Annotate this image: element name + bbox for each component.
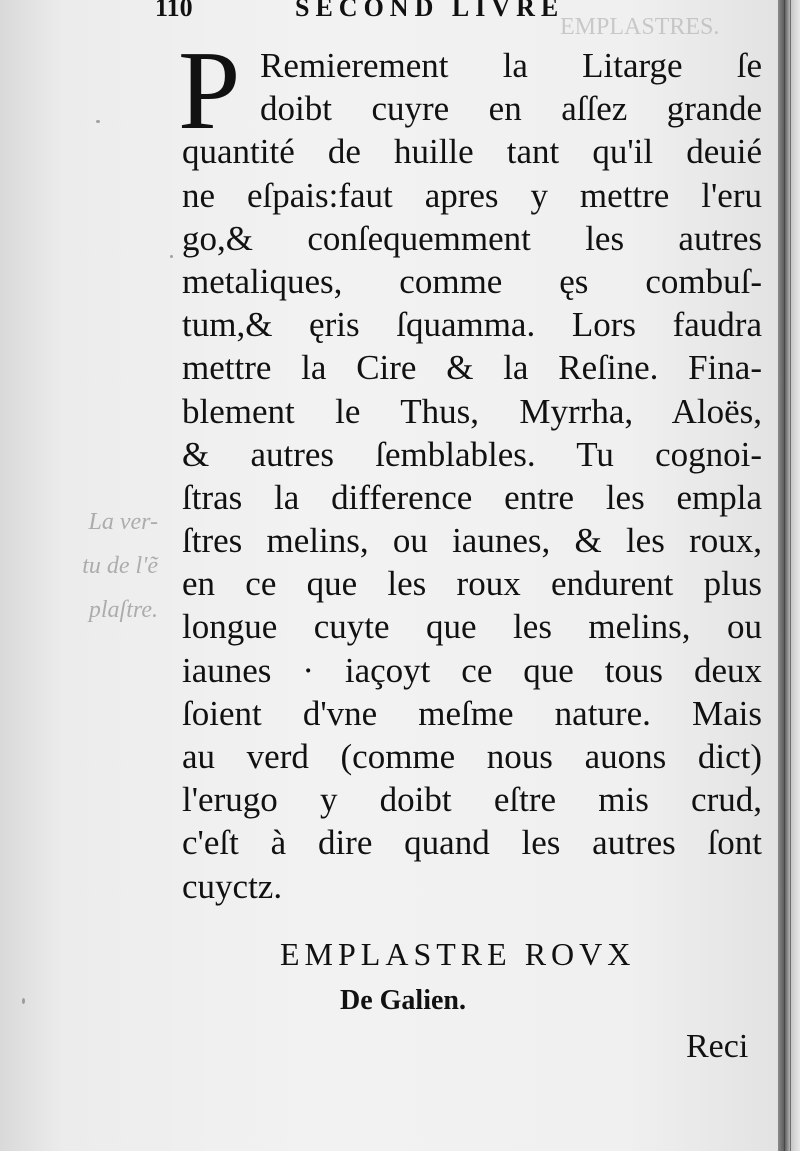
ink-speck	[22, 998, 25, 1004]
show-through-text: EMPLASTRES.	[560, 14, 720, 40]
text-line: c'eſt à dire quand les autres ſont	[182, 823, 762, 863]
section-heading: EMPLASTRE ROVX	[280, 936, 636, 972]
text-line: Remierement la Litarge ſe	[260, 46, 762, 85]
text-line: blement le Thus, Myrrha, Aloës,	[182, 391, 762, 431]
main-paragraph	[178, 29, 762, 908]
text-line: ſtras la difference entre les empla	[182, 477, 762, 517]
text-line: metaliques, comme ęs combuſ-	[182, 261, 762, 301]
catchword: Reci	[686, 1028, 749, 1065]
text-line: tum,& ęris ſquamma. Lors faudra	[182, 305, 762, 345]
text-line: ſoient d'vne meſme nature. Mais	[182, 693, 762, 733]
text-line: & autres ſemblables. Tu cognoi-	[182, 434, 762, 474]
book-gutter	[778, 0, 800, 1151]
ink-speck	[170, 255, 173, 258]
margin-note-line: plaſtre.	[88, 597, 158, 623]
ink-speck	[96, 120, 100, 123]
gutter-edge-line	[790, 0, 791, 1151]
running-title: SECOND LIVRE	[295, 0, 565, 22]
text-line: ſtres melins, ou iaunes, & les roux,	[182, 521, 762, 561]
text-line: longue cuyte que les melins, ou	[182, 607, 762, 647]
text-line: ne eſpais:faut apres y mettre l'eru	[182, 175, 762, 215]
text-line: go,& conſequemment les autres	[182, 218, 762, 258]
text-line: en ce que les roux endurent plus	[182, 564, 762, 604]
text-line: doibt cuyre en aſſez grande	[260, 89, 762, 129]
section-subheading: De Galien.	[340, 985, 466, 1016]
page-number: 110	[155, 0, 193, 22]
drop-cap: P	[178, 29, 241, 153]
margin-note-line: La ver-	[88, 509, 158, 535]
text-line: iaunes · iaçoyt ce que tous deux	[182, 650, 762, 690]
margin-note-line: tu de l'ẽ	[82, 553, 158, 579]
text-line: mettre la Cire & la Reſine. Fina-	[182, 348, 762, 388]
margin-note-bleedthrough	[18, 500, 158, 632]
text-line: cuyctz.	[182, 866, 283, 906]
gutter-edge-line	[784, 0, 785, 1151]
text-line: quantité de huille tant qu'il deuié	[182, 132, 762, 172]
running-head	[155, 0, 695, 24]
text-line: au verd (comme nous auons dict)	[182, 737, 762, 776]
text-line: l'erugo y doibt eſtre mis crud,	[182, 780, 762, 820]
